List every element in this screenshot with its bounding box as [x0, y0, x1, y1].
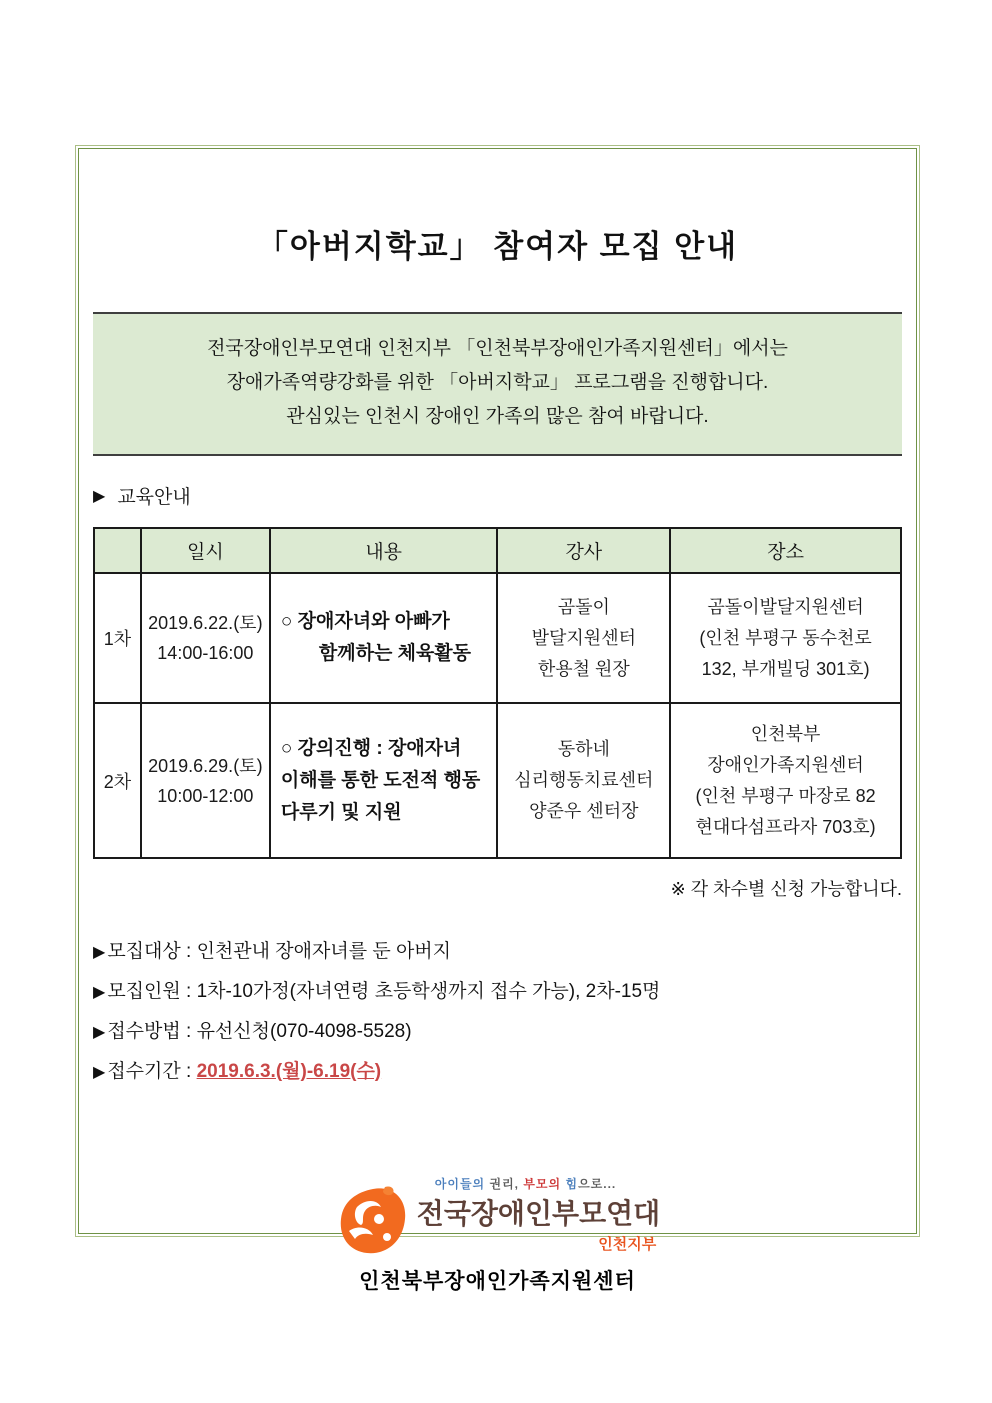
- header-content: 내용: [270, 528, 498, 573]
- detail-separator: :: [180, 1061, 197, 1082]
- round-cell: 2차: [94, 703, 141, 858]
- date-cell: [141, 703, 270, 858]
- org-branch: 인천지부: [598, 1236, 657, 1253]
- date-line: 2019.6.22.(토): [148, 613, 263, 633]
- header-lecturer: 강사: [497, 528, 670, 573]
- page-frame-inner: [78, 148, 917, 1293]
- content-line: 함께하는 체육활동: [318, 643, 472, 664]
- header-datetime: 일시: [141, 528, 270, 573]
- header-place: 장소: [670, 528, 901, 573]
- logo-text-column: [417, 1175, 660, 1254]
- schedule-table: [93, 527, 902, 859]
- lecturer-line: 곰돌이: [557, 596, 610, 617]
- intro-line: 관심있는 인천시 장애인 가족의 많은 참여 바랍니다.: [286, 406, 709, 427]
- table-header-row: [94, 528, 901, 573]
- intro-box: [93, 312, 902, 456]
- logo-row: [335, 1175, 660, 1259]
- tagline-part: 권리,: [485, 1177, 524, 1191]
- table-row: [94, 703, 901, 858]
- tagline-part: 힘: [561, 1177, 579, 1191]
- place-line: (인천 부평구 마장로 82: [695, 785, 876, 806]
- details-list: [93, 937, 902, 1087]
- org-logo-icon: [335, 1181, 411, 1259]
- place-line: 곰돌이발달지원센터: [707, 596, 864, 617]
- content-line: 이해를 통한 도전적 행동: [280, 769, 481, 791]
- table-row: [94, 573, 901, 703]
- tagline-part: 부모의: [523, 1177, 562, 1191]
- lecturer-line: 한용철 원장: [537, 658, 630, 679]
- tagline-part: 아이들의: [434, 1177, 486, 1191]
- list-item-target: [93, 937, 902, 967]
- place-line: 132, 부개빌딩 301호): [701, 658, 870, 679]
- table-note: ※ 각 차수별 신청 가능합니다.: [670, 879, 902, 899]
- place-cell: [670, 703, 901, 858]
- detail-separator: :: [180, 981, 197, 1002]
- page-title: 「아버지학교」 참여자 모집 안내: [256, 229, 739, 264]
- footer-logo-block: [93, 1175, 902, 1295]
- triangle-bullet-icon: ▶: [93, 944, 106, 961]
- detail-value: 유선신청(070-4098-5528): [196, 1021, 412, 1042]
- lecturer-cell: [497, 703, 670, 858]
- header-round: [94, 528, 141, 573]
- center-name: 인천북부장애인가족지원센터: [359, 1270, 636, 1293]
- triangle-bullet-icon: ▶: [93, 1024, 106, 1041]
- date-line: 2019.6.29.(토): [148, 755, 263, 776]
- intro-line: 장애가족역량강화를 위한 「아버지학교」 프로그램을 진행합니다.: [226, 372, 769, 393]
- section-heading-education: [93, 482, 902, 509]
- section-heading-label: 교육안내: [117, 487, 191, 508]
- page-frame: [75, 145, 920, 1293]
- place-line: 장애인가족지원센터: [707, 754, 864, 775]
- place-line: 인천북부: [750, 723, 821, 744]
- triangle-bullet-icon: ▶: [93, 487, 106, 505]
- time-line: 14:00-16:00: [157, 643, 254, 663]
- org-name: 전국장애인부모연대: [416, 1199, 661, 1230]
- triangle-bullet-icon: ▶: [93, 984, 106, 1001]
- intro-line: 전국장애인부모연대 인천지부 「인천북부장애인가족지원센터」에서는: [207, 338, 788, 359]
- detail-separator: :: [180, 941, 197, 962]
- round-cell: 1차: [94, 573, 141, 703]
- detail-separator: :: [180, 1021, 197, 1042]
- lecturer-line: 동하네: [557, 739, 610, 759]
- place-line: 현대다섬프라자 703호): [695, 816, 876, 837]
- triangle-bullet-icon: ▶: [93, 1064, 106, 1081]
- place-line: (인천 부평구 동수천로: [699, 627, 872, 648]
- content-line: ○ 장애자녀와 아빠가: [280, 611, 450, 632]
- detail-label: 접수기간: [107, 1061, 181, 1082]
- detail-label: 모집인원: [107, 981, 181, 1002]
- lecturer-line: 양준우 센터장: [529, 801, 639, 821]
- tagline-part: 으로...: [578, 1177, 617, 1191]
- content-cell: [270, 703, 498, 858]
- lecturer-cell: [497, 573, 670, 703]
- detail-value: 인천관내 장애자녀를 둔 아버지: [196, 941, 452, 962]
- detail-value-period: 2019.6.3.(월)-6.19(수): [196, 1061, 382, 1082]
- detail-label: 접수방법: [107, 1021, 181, 1042]
- place-cell: [670, 573, 901, 703]
- detail-value: 1차-10가정(자녀연령 초등학생까지 접수 가능), 2차-15명: [196, 981, 661, 1002]
- time-line: 10:00-12:00: [157, 785, 254, 806]
- list-item-capacity: [93, 977, 902, 1007]
- lecturer-line: 발달지원센터: [531, 627, 636, 648]
- detail-label: 모집대상: [107, 941, 181, 962]
- lecturer-line: 심리행동치료센터: [514, 770, 654, 790]
- content-cell: [270, 573, 498, 703]
- content-line: 다루기 및 지원: [280, 801, 402, 823]
- logo-tagline: [417, 1175, 660, 1192]
- date-cell: [141, 573, 270, 703]
- content-line: ○ 강의진행 : 장애자녀: [280, 737, 462, 759]
- list-item-apply-period: [93, 1057, 902, 1087]
- list-item-apply-method: [93, 1017, 902, 1047]
